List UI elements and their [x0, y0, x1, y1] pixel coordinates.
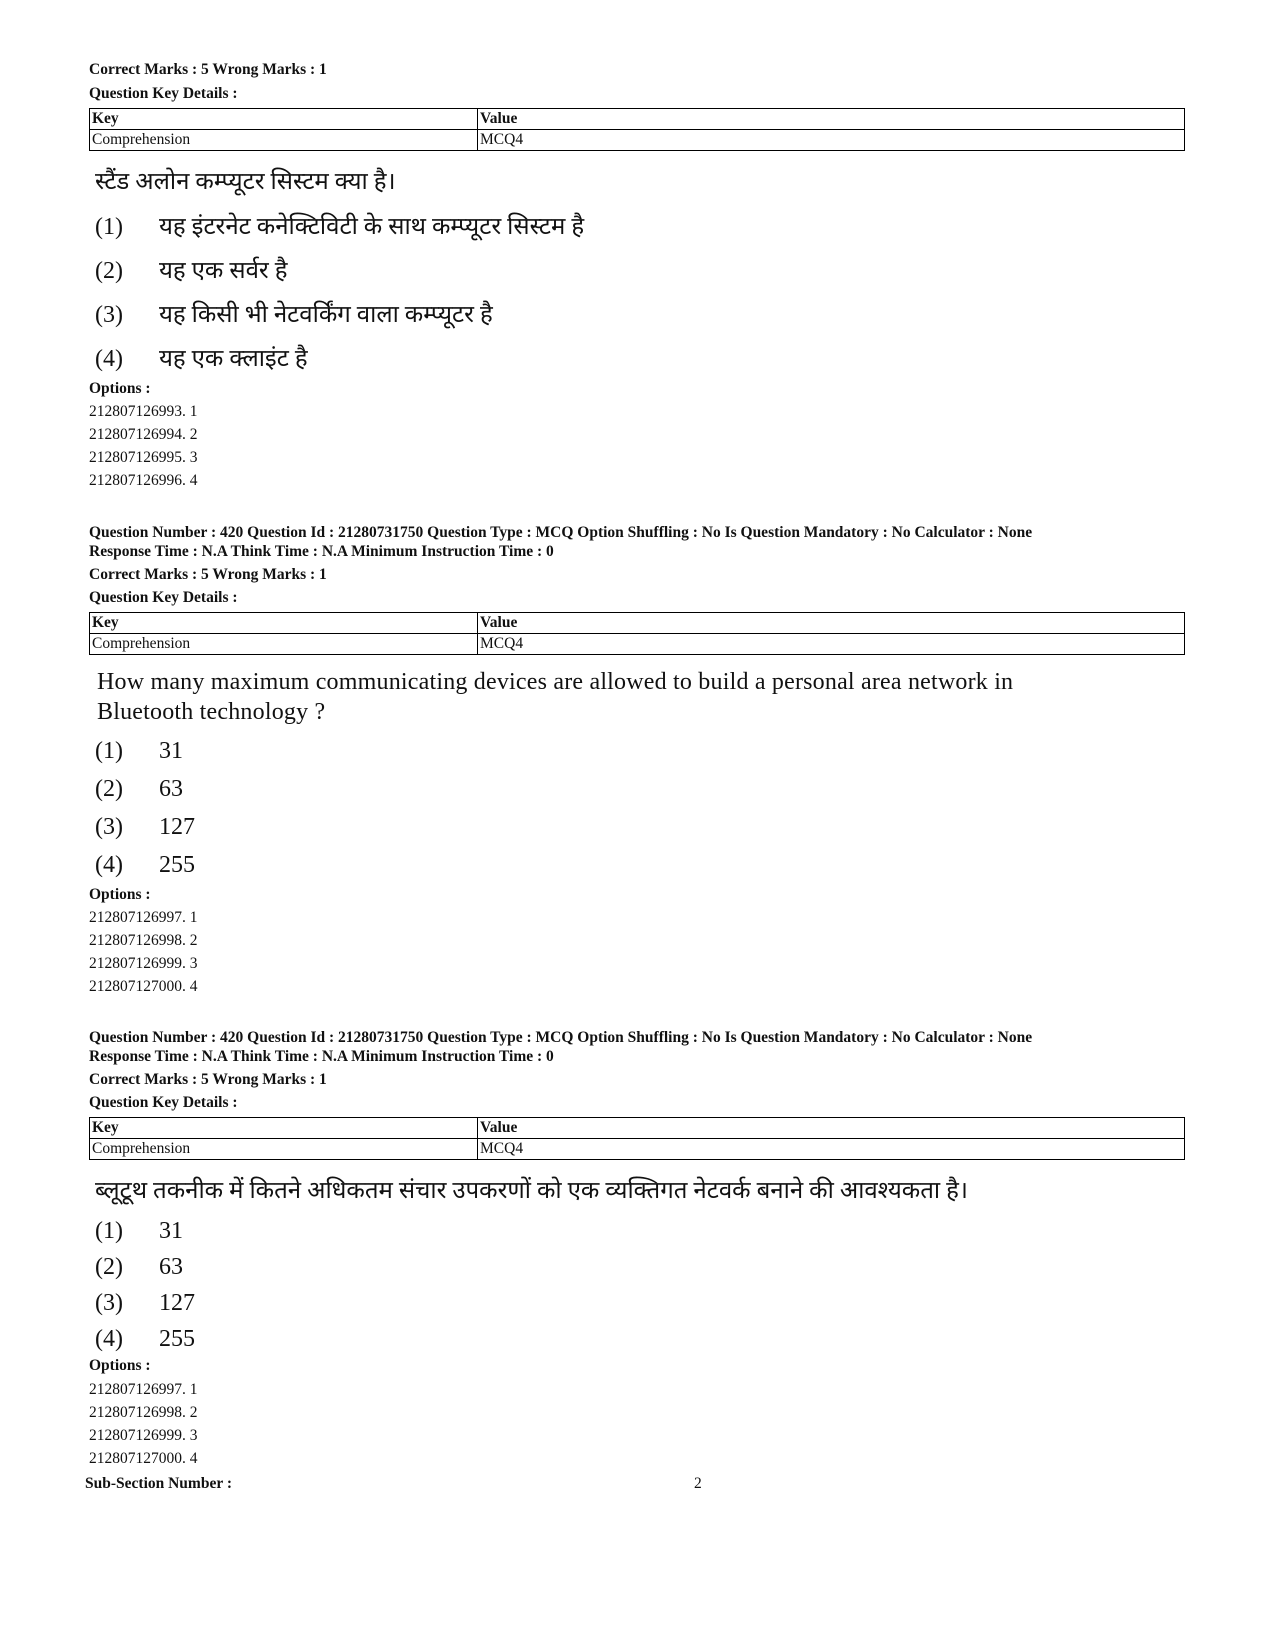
table-header-value: Value — [478, 109, 1185, 130]
question-line: How many maximum communicating devices are allowed to build a personal area network in — [97, 669, 1014, 695]
option-number: (4) — [95, 346, 123, 372]
option-item — [95, 256, 288, 286]
option-item — [95, 1288, 195, 1318]
option-item — [95, 1324, 195, 1354]
option-item — [95, 212, 584, 242]
option-number: (3) — [95, 302, 123, 328]
option-id: 212807126993. 1 — [89, 403, 198, 420]
table-row — [90, 1139, 1185, 1160]
option-text: यह एक क्लाइंट है — [159, 346, 308, 372]
key-details-table — [89, 612, 1185, 655]
option-text: यह इंटरनेट कनेक्टिविटी के साथ कम्प्यूटर सिस्टम है — [159, 214, 585, 240]
option-id: 212807126999. 3 — [89, 1427, 198, 1444]
option-number: (2) — [95, 776, 123, 802]
option-text: यह एक सर्वर है — [159, 258, 288, 284]
table-row — [90, 130, 1185, 151]
question-meta-line: Response Time : N.A Think Time : N.A Minimum Instruction Time : 0 — [89, 1048, 554, 1065]
option-item — [95, 300, 493, 330]
option-number: (3) — [95, 1290, 123, 1316]
key-details-label: Question Key Details : — [89, 85, 238, 102]
option-number: (1) — [95, 738, 123, 764]
option-id: 212807126998. 2 — [89, 1404, 198, 1421]
table-cell-key: Comprehension — [90, 130, 478, 151]
option-id: 212807126995. 3 — [89, 449, 198, 466]
table-cell-key: Comprehension — [90, 634, 478, 655]
option-item — [95, 344, 308, 374]
option-number: (4) — [95, 852, 123, 878]
marks-line: Correct Marks : 5 Wrong Marks : 1 — [89, 61, 327, 78]
key-details-label: Question Key Details : — [89, 589, 238, 606]
option-id: 212807126996. 4 — [89, 472, 198, 489]
option-number: (3) — [95, 814, 123, 840]
subsection-label: Sub-Section Number : — [85, 1475, 232, 1492]
option-number: (4) — [95, 1326, 123, 1352]
option-id: 212807127000. 4 — [89, 978, 198, 995]
option-number: (2) — [95, 1254, 123, 1280]
question-text: ब्लूटूथ तकनीक में कितने अधिकतम संचार उपकरणों को एक व्यक्तिगत नेटवर्क बनाने की आवश्यकता है। — [95, 1178, 968, 1204]
option-number: (1) — [95, 214, 123, 240]
table-header-key: Key — [90, 1118, 478, 1139]
option-id: 212807126994. 2 — [89, 426, 198, 443]
question-line: Bluetooth technology ? — [97, 699, 326, 725]
option-item — [95, 850, 195, 880]
option-item — [95, 812, 195, 842]
table-header-value: Value — [478, 1118, 1185, 1139]
option-text: 127 — [159, 814, 195, 840]
option-item — [95, 1216, 183, 1246]
option-id: 212807126999. 3 — [89, 955, 198, 972]
key-details-table — [89, 108, 1185, 151]
page-number: 2 — [694, 1475, 702, 1492]
question-text: स्टैंड अलोन कम्प्यूटर सिस्टम क्या है। — [95, 169, 396, 195]
question-meta-line: Question Number : 420 Question Id : 21280731750 Question Type : MCQ Option Shuffling : No Is Question Mandatory : No Calculator : None — [89, 524, 1033, 541]
table-header-row — [90, 1118, 1185, 1139]
option-id: 212807126997. 1 — [89, 1381, 198, 1398]
options-label: Options : — [89, 886, 151, 903]
table-header-value: Value — [478, 613, 1185, 634]
question-text — [97, 667, 1197, 727]
option-item — [95, 1252, 183, 1282]
table-cell-value: MCQ4 — [478, 634, 1185, 655]
table-row — [90, 634, 1185, 655]
option-text: 255 — [159, 852, 195, 878]
option-text: 31 — [159, 1218, 183, 1244]
option-text: 31 — [159, 738, 183, 764]
table-cell-value: MCQ4 — [478, 1139, 1185, 1160]
question-meta-line: Question Number : 420 Question Id : 21280731750 Question Type : MCQ Option Shuffling : No Is Question Mandatory : No Calculator : None — [89, 1029, 1033, 1046]
option-text: 63 — [159, 1254, 183, 1280]
option-item — [95, 774, 183, 804]
option-id: 212807126998. 2 — [89, 932, 198, 949]
option-text: 127 — [159, 1290, 195, 1316]
options-label: Options : — [89, 380, 151, 397]
option-item — [95, 736, 183, 766]
table-cell-value: MCQ4 — [478, 130, 1185, 151]
option-text: यह किसी भी नेटवर्किंग वाला कम्प्यूटर है — [159, 302, 493, 328]
option-number: (2) — [95, 258, 123, 284]
table-cell-key: Comprehension — [90, 1139, 478, 1160]
option-text: 63 — [159, 776, 183, 802]
table-header-key: Key — [90, 613, 478, 634]
options-label: Options : — [89, 1357, 151, 1374]
question-meta-line: Response Time : N.A Think Time : N.A Minimum Instruction Time : 0 — [89, 543, 554, 560]
marks-line: Correct Marks : 5 Wrong Marks : 1 — [89, 566, 327, 583]
key-details-label: Question Key Details : — [89, 1094, 238, 1111]
table-header-row — [90, 109, 1185, 130]
marks-line: Correct Marks : 5 Wrong Marks : 1 — [89, 1071, 327, 1088]
option-text: 255 — [159, 1326, 195, 1352]
option-id: 212807127000. 4 — [89, 1450, 198, 1467]
key-details-table — [89, 1117, 1185, 1160]
table-header-row — [90, 613, 1185, 634]
option-number: (1) — [95, 1218, 123, 1244]
option-id: 212807126997. 1 — [89, 909, 198, 926]
table-header-key: Key — [90, 109, 478, 130]
